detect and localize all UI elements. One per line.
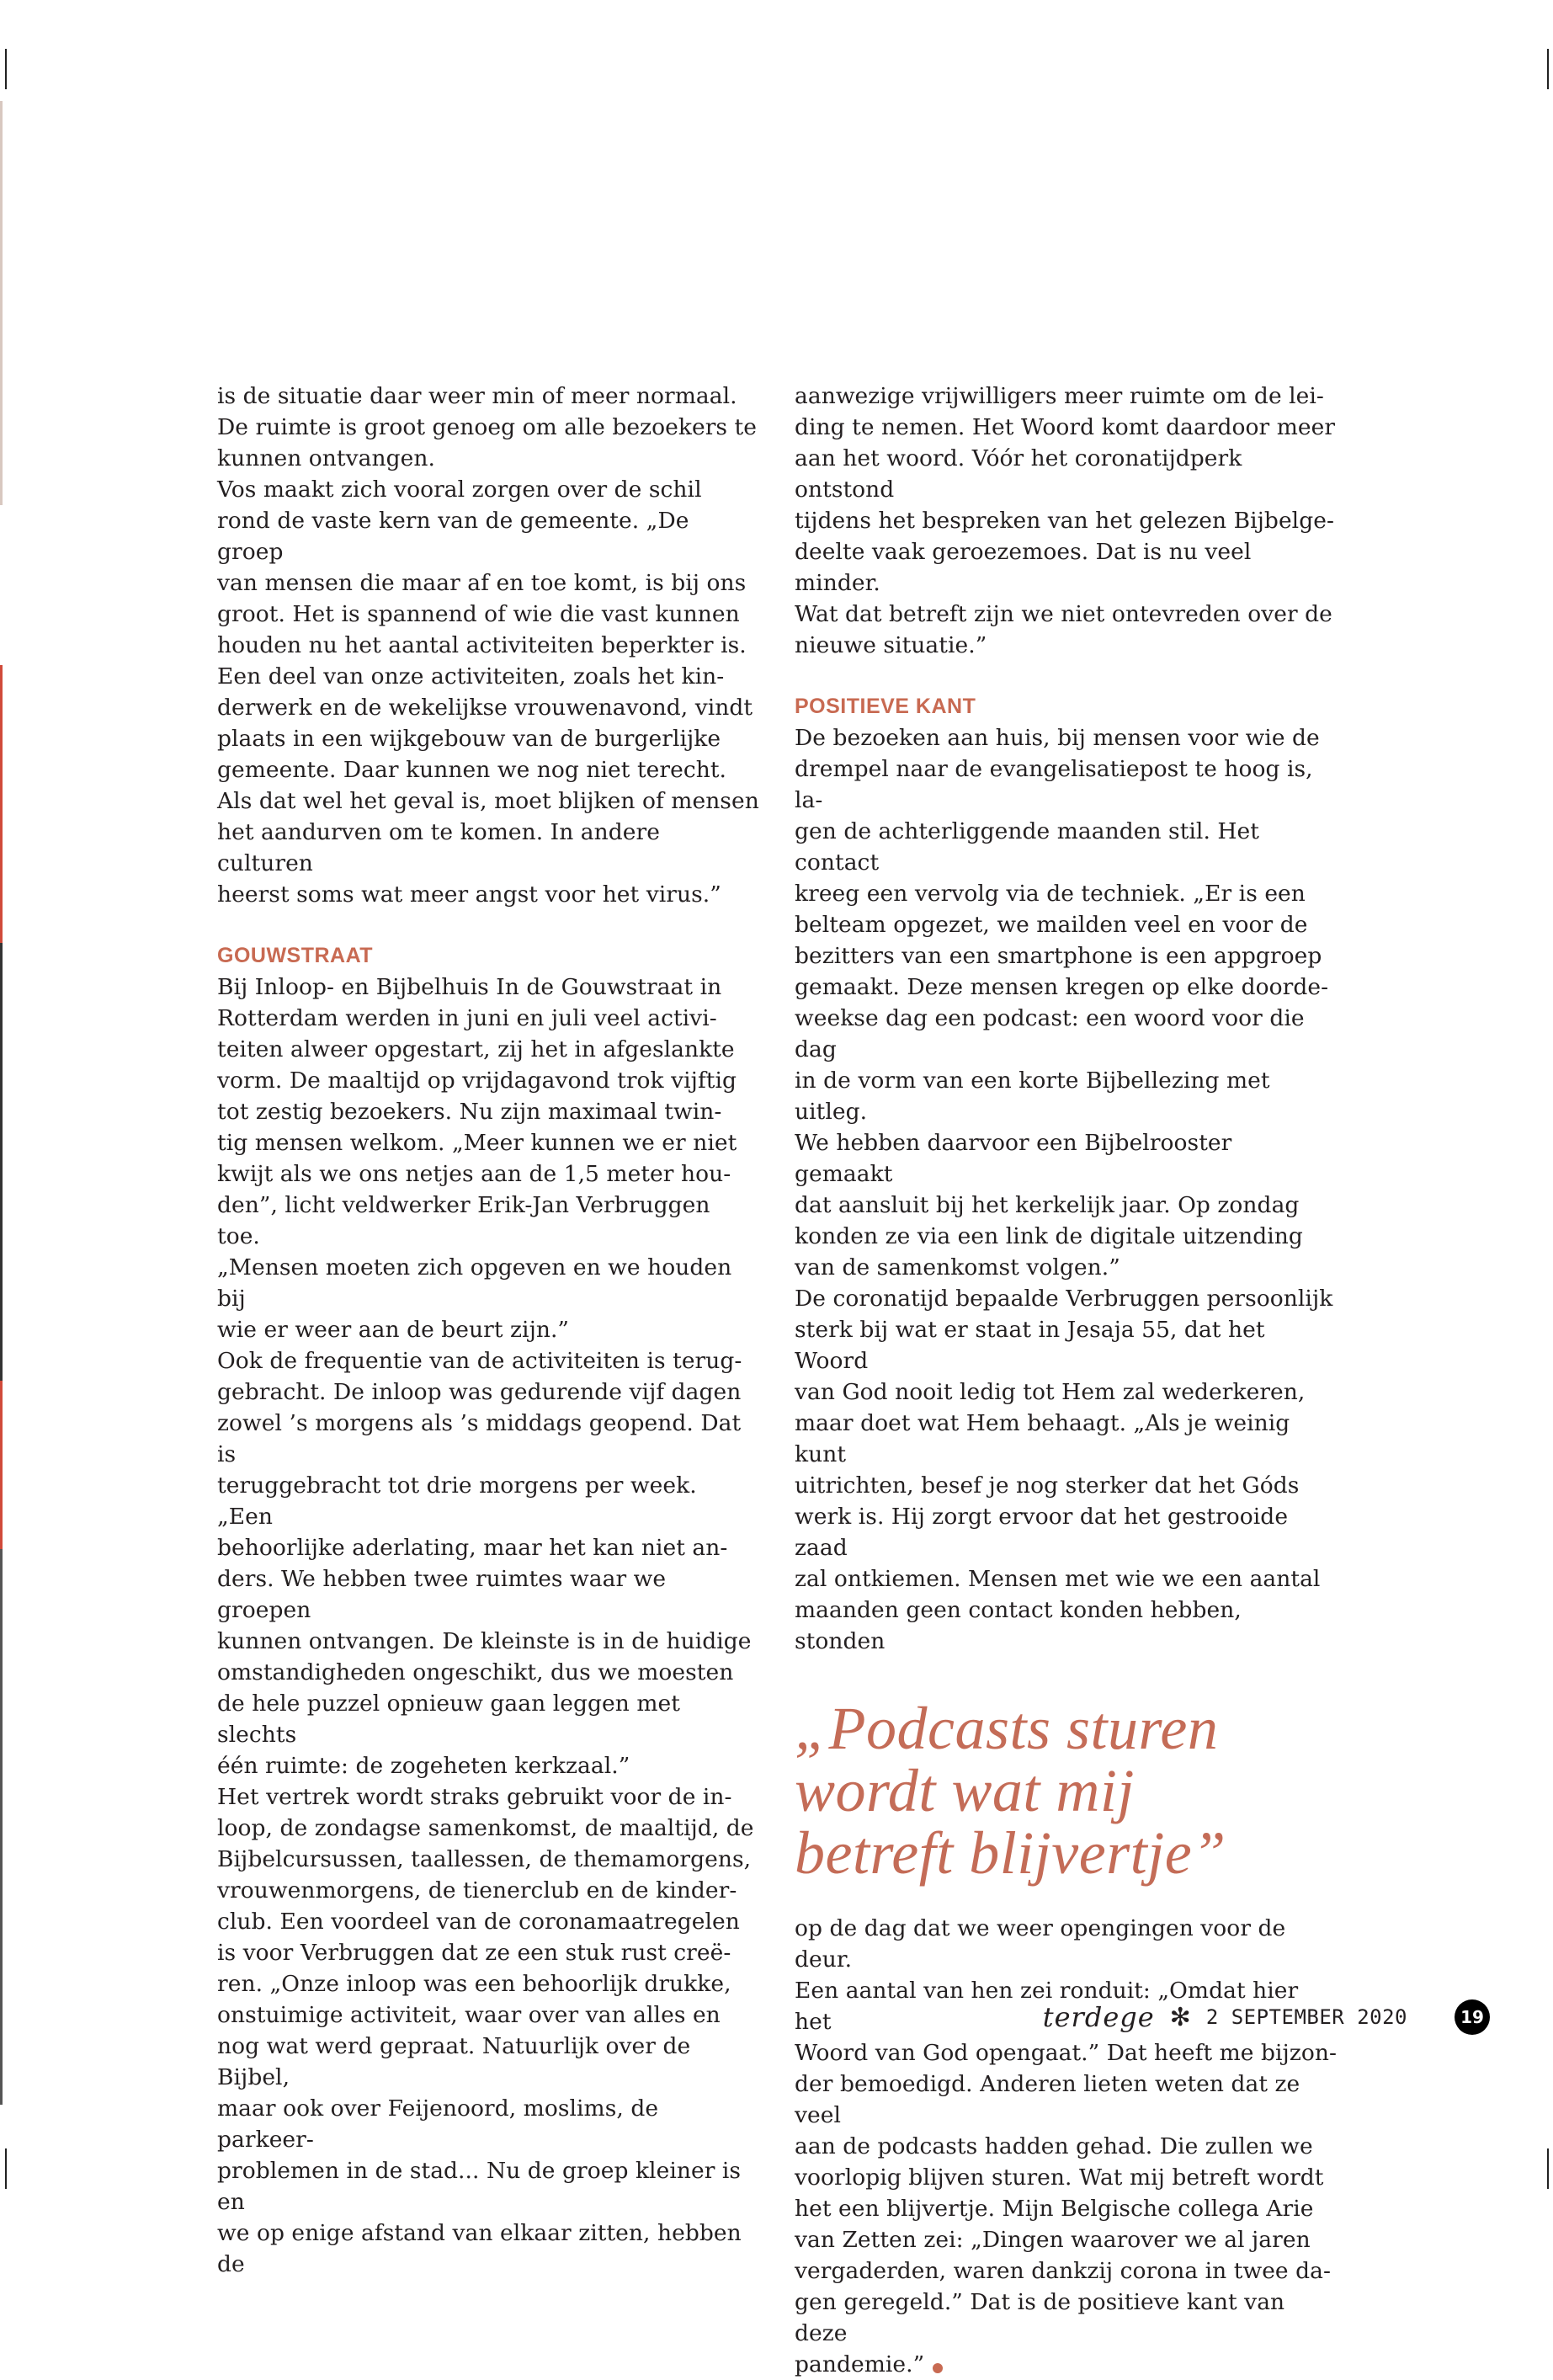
right-column — [795, 381, 1337, 2380]
article-paragraph-continued: aanwezige vrijwilligers meer ruimte om de lei- ding te nemen. Het Woord komt daardoor meer aan het woord. Vóór het coronatijdperk ontstond tijdens het bespreken van het gelezen Bijbelge- deelte vaak geroezemoes. Dat is nu veel minder. Wat dat betreft zijn we niet ontevreden over de nieuwe situatie.” — [795, 383, 1336, 658]
crop-mark-top-right — [1547, 49, 1549, 89]
end-of-article-dot-icon — [933, 2363, 943, 2373]
final-paragraph-text: op de dag dat we weer opengingen voor de deur. Een aantal van hen zei ronduit: „Omdat hier het Woord van God opengaat.” Dat heeft me bijzon- der bemoedigd. Anderen lieten weten dat ze veel aan de podcasts hadden gehad. Die zullen we voorlopig blijven sturen. Wat mij betreft wordt het een blijvertje. Mijn Belgische collega Arie van Zetten zei: „Dingen waarover we al jaren vergaderden, waren dankzij corona in twee da- gen geregeld.” Dat is de positieve kant van deze pandemie.” — [795, 1915, 1337, 2377]
left-column — [217, 381, 759, 2280]
crop-mark-bottom-right — [1547, 2148, 1549, 2189]
bleed-edge-strip — [0, 665, 3, 943]
issue-date: 2 SEPTEMBER 2020 — [1205, 2005, 1407, 2029]
page-number-badge: 19 — [1455, 1999, 1490, 2035]
bleed-edge-strip — [0, 1549, 3, 2105]
page-footer — [1043, 1999, 1490, 2035]
bleed-edge-strip — [0, 1381, 3, 1549]
article-paragraph-positieve: De bezoeken aan huis, bij mensen voor wie de drempel naar de evangelisatiepost te hoog is, la- gen de achterliggende maanden stil. Het contact kreeg een vervolg via de techniek. „Er is een belteam opgezet, we mailden veel en voor de bezitters van een smartphone is een appgroep gemaakt. Deze mensen kregen op elke doorde- weekse dag een podcast: een woord voor die dag in de vorm van een korte Bijbellezing met uitleg. We hebben daarvoor een Bijbelrooster gemaakt dat aansluit bij het kerkelijk jaar. Op zondag konden ze via een link de digitale uitzending van de samenkomst volgen.” De coronatijd bepaalde Verbruggen persoonlijk sterk bij wat er staat in Jesaja 55, dat het Woord van God nooit ledig tot Hem zal wederkeren, maar doet wat Hem behaagt. „Als je weinig kunt uitrichten, besef je nog sterker dat het Góds werk is. Hij zorgt ervoor dat het gestrooide zaad zal ontkiemen. Mensen met wie we een aantal maanden geen contact konden hebben, stonden — [795, 725, 1333, 1654]
magazine-brand-logo: terdege — [1042, 2001, 1155, 2033]
crop-mark-top-left — [5, 49, 7, 89]
crop-mark-bottom-left — [5, 2148, 7, 2189]
article-paragraph-gouwstraat: Bij Inloop- en Bijbelhuis In de Gouwstraat in Rotterdam werden in juni en juli veel activi- teiten alweer opgestart, zij het in afgeslankte vorm. De maaltijd op vrijdagavond trok vijftig tot zestig bezoekers. Nu zijn maximaal twin- tig mensen welkom. „Meer kunnen we er niet kwijt als we ons netjes aan de 1,5 meter hou- den”, licht veldwerker Erik-Jan Verbruggen toe. „Mensen moeten zich opgeven en we houden bij wie er weer aan de beurt zijn.” Ook de frequentie van de activiteiten is terug- gebracht. De inloop was gedurende vijf dagen zowel ’s morgens als ’s middags geopend. Dat is teruggebracht tot drie morgens per week. „Een behoorlijke aderlating, maar het kan niet an- ders. We hebben twee ruimtes waar we groepen kunnen ontvangen. De kleinste is in de huidige omstandigheden ongeschikt, dus we moesten de hele puzzel opnieuw gaan leggen met slechts één ruimte: de zogeheten kerkzaal.” Het vertrek wordt straks gebruikt voor de in- loop, de zondagse samenkomst, de maaltijd, de Bijbelcursussen, taallessen, de themamorgens, vrouwenmorgens, de tienerclub en de kinder- club. Een voordeel van de coronamaatregelen is voor Verbruggen dat ze een stuk rust creë- ren. „Onze inloop was een behoorlijk drukke, onstuimige activiteit, waar over van alles en nog wat werd gepraat. Natuurlijk over de Bijbel, maar ook over Feijenoord, moslims, de parkeer- problemen in de stad... Nu de groep kleiner is en we op enige afstand van elkaar zitten, hebben de — [217, 974, 754, 2277]
section-heading-positieve-kant: POSITIEVE KANT — [795, 695, 976, 718]
section-heading-gouwstraat: GOUWSTRAAT — [217, 944, 374, 967]
bleed-edge-strip — [0, 943, 3, 1381]
article-paragraph-final — [795, 1913, 1337, 2380]
article-paragraph-intro: is de situatie daar weer min of meer normaal. De ruimte is groot genoeg om alle bezoekers te kunnen ontvangen. Vos maakt zich vooral zorgen over de schil rond de vaste kern van de gemeente. „De groep van mensen die maar af en toe komt, is bij ons groot. Het is spannend of wie die vast kunnen houden nu het aantal activiteiten beperkter is. Een deel van onze activiteiten, zoals het kin- derwerk en de wekelijkse vrouwenavond, vindt plaats in een wijkgebouw van de burgerlijke gemeente. Daar kunnen we nog niet terecht. Als dat wel het geval is, moet blijken of mensen het aandurven om te komen. In andere culturen heerst soms wat meer angst voor het virus.” — [217, 383, 759, 908]
pull-quote: „Podcasts sturen wordt wat mij betreft blijvertje” — [795, 1695, 1226, 1887]
asterisk-separator-icon: ✻ — [1169, 2002, 1191, 2032]
bleed-edge-strip — [0, 101, 3, 505]
